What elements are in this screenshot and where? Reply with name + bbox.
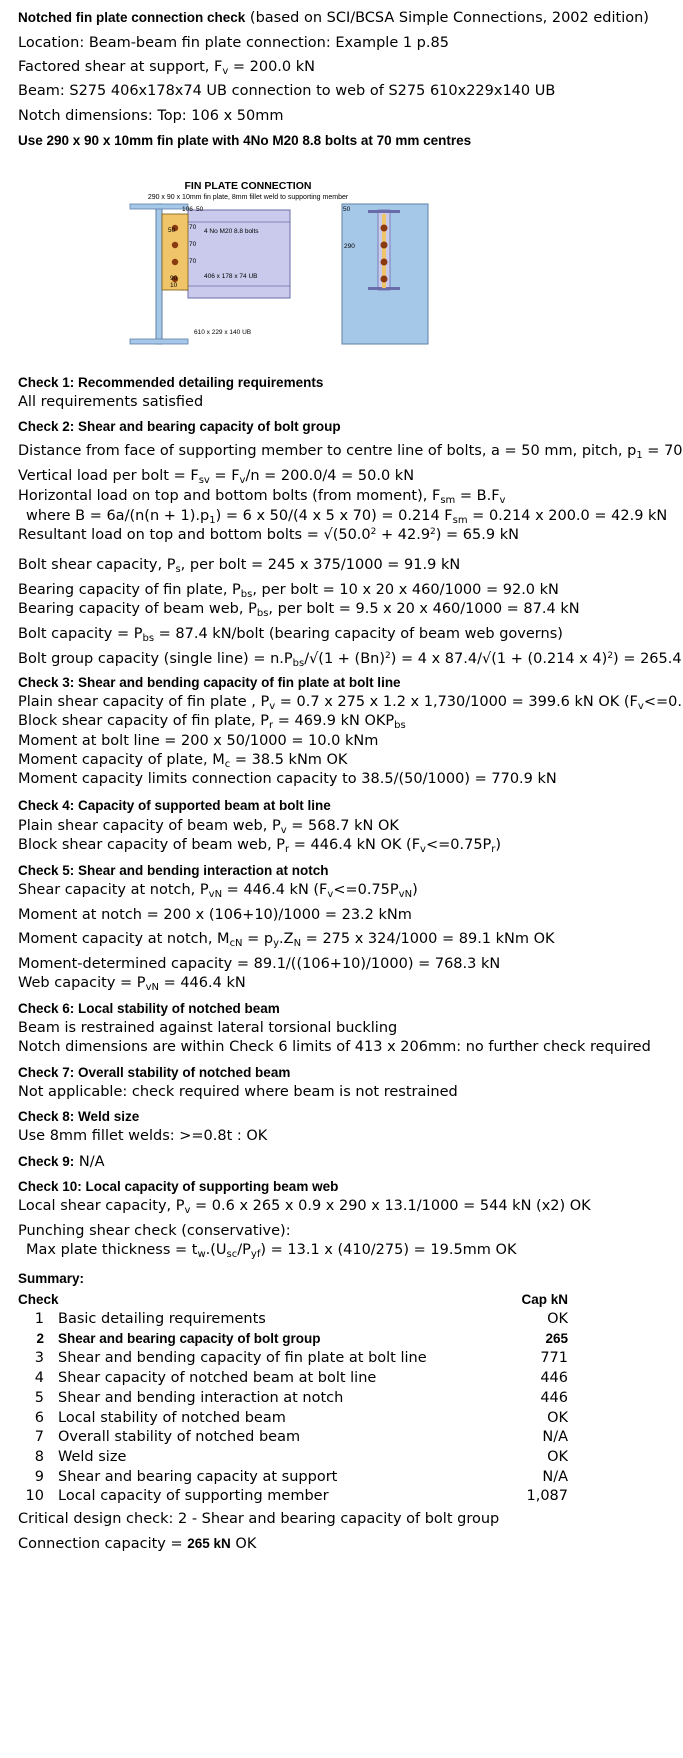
summary-header [18,1290,578,1310]
check2-vertical-load: Vertical load per bolt = $F_{sv} = F_v/n = 200.0/4 = 50.0$ kN [18,468,415,486]
check5-title: Check 5: Shear and bending interaction at notch [18,863,329,878]
summary-desc: Local capacity of supporting member [58,1488,329,1505]
summary-num: 5 [34,1389,44,1406]
check4-title: Check 4: Capacity of supported beam at bolt line [18,798,331,813]
title-reference: (based on SCI/BCSA Simple Connections, 2002 edition) [245,10,649,26]
check2-resultant: Resultant load on top and bottom bolts = $√(50.0^2 + 42.9^2) = 65.9$ kN [18,527,519,543]
check3-plain-shear: Plain shear capacity of fin plate , $P_v = 0.7$ x 275 x 1.2 x 1,730/1000 = 399.6 kN OK ($F_v<=0$. [18,694,682,712]
check10-punching: Punching shear check (conservative): [18,1223,291,1239]
summary-row [18,1447,578,1467]
check7-title: Check 7: Overall stability of notched beam [18,1065,291,1080]
summary-desc: Weld size [58,1448,127,1465]
page-title: Notched fin plate connection check [18,10,246,25]
section-bolt-4 [381,276,388,283]
notch-dimensions: Notch dimensions: Top: 106 x 50mm [18,108,284,124]
critical-check: Critical design check: 2 - Shear and bearing capacity of bolt group [18,1511,500,1527]
title-line [18,9,649,27]
summary-desc: Overall stability of notched beam [58,1429,301,1446]
summary-num: 7 [34,1429,44,1446]
check2-distance: Distance from face of supporting member to centre line of bolts, a = 50 mm, pitch, $p_1 = 70$ [18,443,683,461]
connection-capacity: Connection capacity = 265 kN OK [18,1536,257,1552]
svg-text:10: 10 [170,282,178,289]
summary-desc: Shear and bending interaction at notch [58,1389,344,1406]
diagram-title: FIN PLATE CONNECTION [184,180,312,192]
diagram-subtitle: 290 x 90 x 10mm fin plate, 8mm fillet weld to supporting member [147,194,349,201]
support-bottom-flange [130,339,188,344]
check8-line1: Use 8mm fillet welds: >=0.8t : OK [18,1128,268,1144]
check2-horizontal-load: Horizontal load on top and bottom bolts (from moment), $F_{sm} = B.F_v$ [18,488,506,506]
check6-line2: Notch dimensions are within Check 6 limits of 413 x 206mm: no further check required [18,1039,651,1055]
check2-bolt-capacity: Bolt capacity = $P_{bs} = 87.4$ kN/bolt (bearing capacity of beam web governs) [18,626,563,644]
summary-col-check: Check [18,1292,59,1307]
svg-text:70: 70 [189,241,197,248]
check4-plain-shear: Plain shear capacity of beam web, $P_v = 568.7$ kN OK [18,818,399,836]
summary-desc: Shear and bearing capacity at support [58,1468,338,1485]
section-bolt-2 [381,242,388,249]
check3-title: Check 3: Shear and bending capacity of fin plate at bolt line [18,675,401,690]
check2-title: Check 2: Shear and bearing capacity of bolt group [18,419,341,434]
calc-page [18,0,683,1758]
bolts-label: 4 No M20 8.8 bolts [204,228,259,235]
beam-label: 406 x 178 x 74 UB [204,273,258,280]
svg-text:50: 50 [343,206,351,213]
summary-desc: Basic detailing requirements [58,1311,266,1327]
svg-text:50: 50 [196,206,204,213]
summary-desc: Shear and bearing capacity of bolt group [58,1330,321,1346]
summary-row [18,1486,578,1506]
svg-text:106: 106 [182,206,193,213]
check3-limit: Moment capacity limits connection capacity to 38.5/(50/1000) = 770.9 kN [18,771,557,787]
summary-row [18,1368,578,1388]
summary-num: 3 [34,1350,44,1367]
summary-cap: 446 [540,1389,568,1406]
check9-line: Check 9: N/A [18,1154,105,1170]
plate-spec: Use 290 x 90 x 10mm fin plate with 4No M20 8.8 bolts at 70 mm centres [18,133,472,148]
summary-num: 2 [36,1330,44,1346]
summary-cap: 1,087 [526,1488,568,1505]
check10-max-plate: Max plate thickness = $t_w.(U_{sc}/P_{yf}) = 13.1$ x (410/275) = 19.5mm OK [26,1242,517,1260]
svg-text:70: 70 [189,258,197,265]
factored-shear: Factored shear at support, $F_v = 200.0$ kN [18,59,315,77]
check5-moment-determined: Moment-determined capacity = 89.1/((106+10)/1000) = 768.3 kN [18,956,501,972]
check1-text: All requirements satisfied [18,394,204,410]
summary-col-cap: Cap kN [521,1292,568,1307]
summary-row [18,1467,578,1487]
summary-cap: 446 [540,1370,568,1387]
summary-cap: OK [547,1448,568,1465]
summary-row [18,1408,578,1428]
supported-beam [182,210,290,298]
check8-title: Check 8: Weld size [18,1109,140,1124]
support-web [156,204,162,344]
support-top-flange [130,204,188,209]
check10-local-shear: Local shear capacity, $P_v = 0.6$ x 265 x 0.9 x 290 x 13.1/1000 = 544 kN (x2) OK [18,1198,591,1216]
summary-num: 1 [34,1311,44,1327]
section-bolt-3 [381,259,388,266]
summary-row [18,1388,578,1408]
summary-row [18,1427,578,1447]
summary-num: 8 [34,1448,44,1465]
summary-desc: Shear and bending capacity of fin plate at bolt line [58,1350,427,1367]
check3-moment-capacity: Moment capacity of plate, $M_c = 38.5$ kNm OK [18,752,348,770]
svg-text:90: 90 [170,275,178,282]
summary-cap: OK [547,1409,568,1426]
check2-bearing-web: Bearing capacity of beam web, $P_{bs}$, per bolt = 9.5 x 20 x 460/1000 = 87.4 kN [18,601,580,619]
check2-where: where $B = 6a/(n(n + 1).p_1) = 6$ x 50/(4 x 5 x 70) = 0.214 $F_{sm} = 0.214$ x 200.0 = 42.9 kN [26,508,668,526]
check6-line1: Beam is restrained against lateral torsional buckling [18,1020,398,1036]
summary-desc: Local stability of notched beam [58,1409,286,1426]
svg-text:70: 70 [189,224,197,231]
summary-title: Summary: [18,1271,85,1286]
summary-cap: N/A [542,1468,568,1485]
summary-num: 4 [34,1370,44,1387]
check5-web-capacity: Web capacity = $P_{vN} = 446.4$ kN [18,975,246,993]
check5-moment: Moment at notch = 200 x (106+10)/1000 = 23.2 kNm [18,907,412,923]
summary-cap: 265 [545,1330,568,1346]
bolt-2 [172,242,178,248]
summary-row [18,1329,578,1349]
svg-text:50: 50 [168,227,176,234]
bolt-3 [172,259,178,265]
check6-title: Check 6: Local stability of notched beam [18,1001,280,1016]
summary-num: 9 [34,1468,44,1485]
summary-cap: 771 [540,1350,568,1367]
beam-description: Beam: S275 406x178x74 UB connection to web of S275 610x229x140 UB [18,83,556,99]
check2-group-capacity: Bolt group capacity (single line) = $n.P_{bs}/√(1 + (Bn)^2) = 4$ x 87.4/√(1 + (0.214 x 4)$^2$) = 265.4 [18,651,682,669]
check7-line1: Not applicable: check required where beam is not restrained [18,1084,458,1100]
summary-num: 6 [34,1409,44,1426]
support-label: 610 x 229 x 140 UB [194,329,252,336]
summary-row [18,1309,578,1329]
svg-text:290: 290 [344,243,355,250]
location-text: Location: Beam-beam fin plate connection: Example 1 p.85 [18,35,449,51]
summary-num: 10 [25,1488,44,1505]
check2-bearing-fin: Bearing capacity of fin plate, $P_{bs}$, per bolt = 10 x 20 x 460/1000 = 92.0 kN [18,582,559,600]
check10-title: Check 10: Local capacity of supporting beam web [18,1179,339,1194]
section-top-flange [368,210,400,213]
check3-moment: Moment at bolt line = 200 x 50/1000 = 10.0 kNm [18,733,379,749]
check4-block-shear: Block shear capacity of beam web, $P_r = 446.4$ kN OK $(F_v<=0.75P_r)$ [18,837,502,855]
check5-moment-capacity: Moment capacity at notch, $M_{cN} = p_y.Z_N = 275$ x 324/1000 = 89.1 kNm OK [18,931,555,949]
check3-block-shear: Block shear capacity of fin plate, $P_r = 469.9$ kN $OKP_{bs}$ [18,713,406,731]
check5-shear: Shear capacity at notch, $P_{vN} = 446.4$ kN $(F_v<=0.75P_{vN})$ [18,882,418,900]
check1-title: Check 1: Recommended detailing requirements [18,375,324,390]
section-bolt-1 [381,225,388,232]
summary-row [18,1348,578,1368]
summary-desc: Shear capacity of notched beam at bolt line [58,1370,377,1387]
summary-cap: N/A [542,1429,568,1446]
check2-bolt-shear: Bolt shear capacity, $P_s$, per bolt = 245 x 375/1000 = 91.9 kN [18,557,461,575]
summary-cap: OK [547,1311,568,1327]
